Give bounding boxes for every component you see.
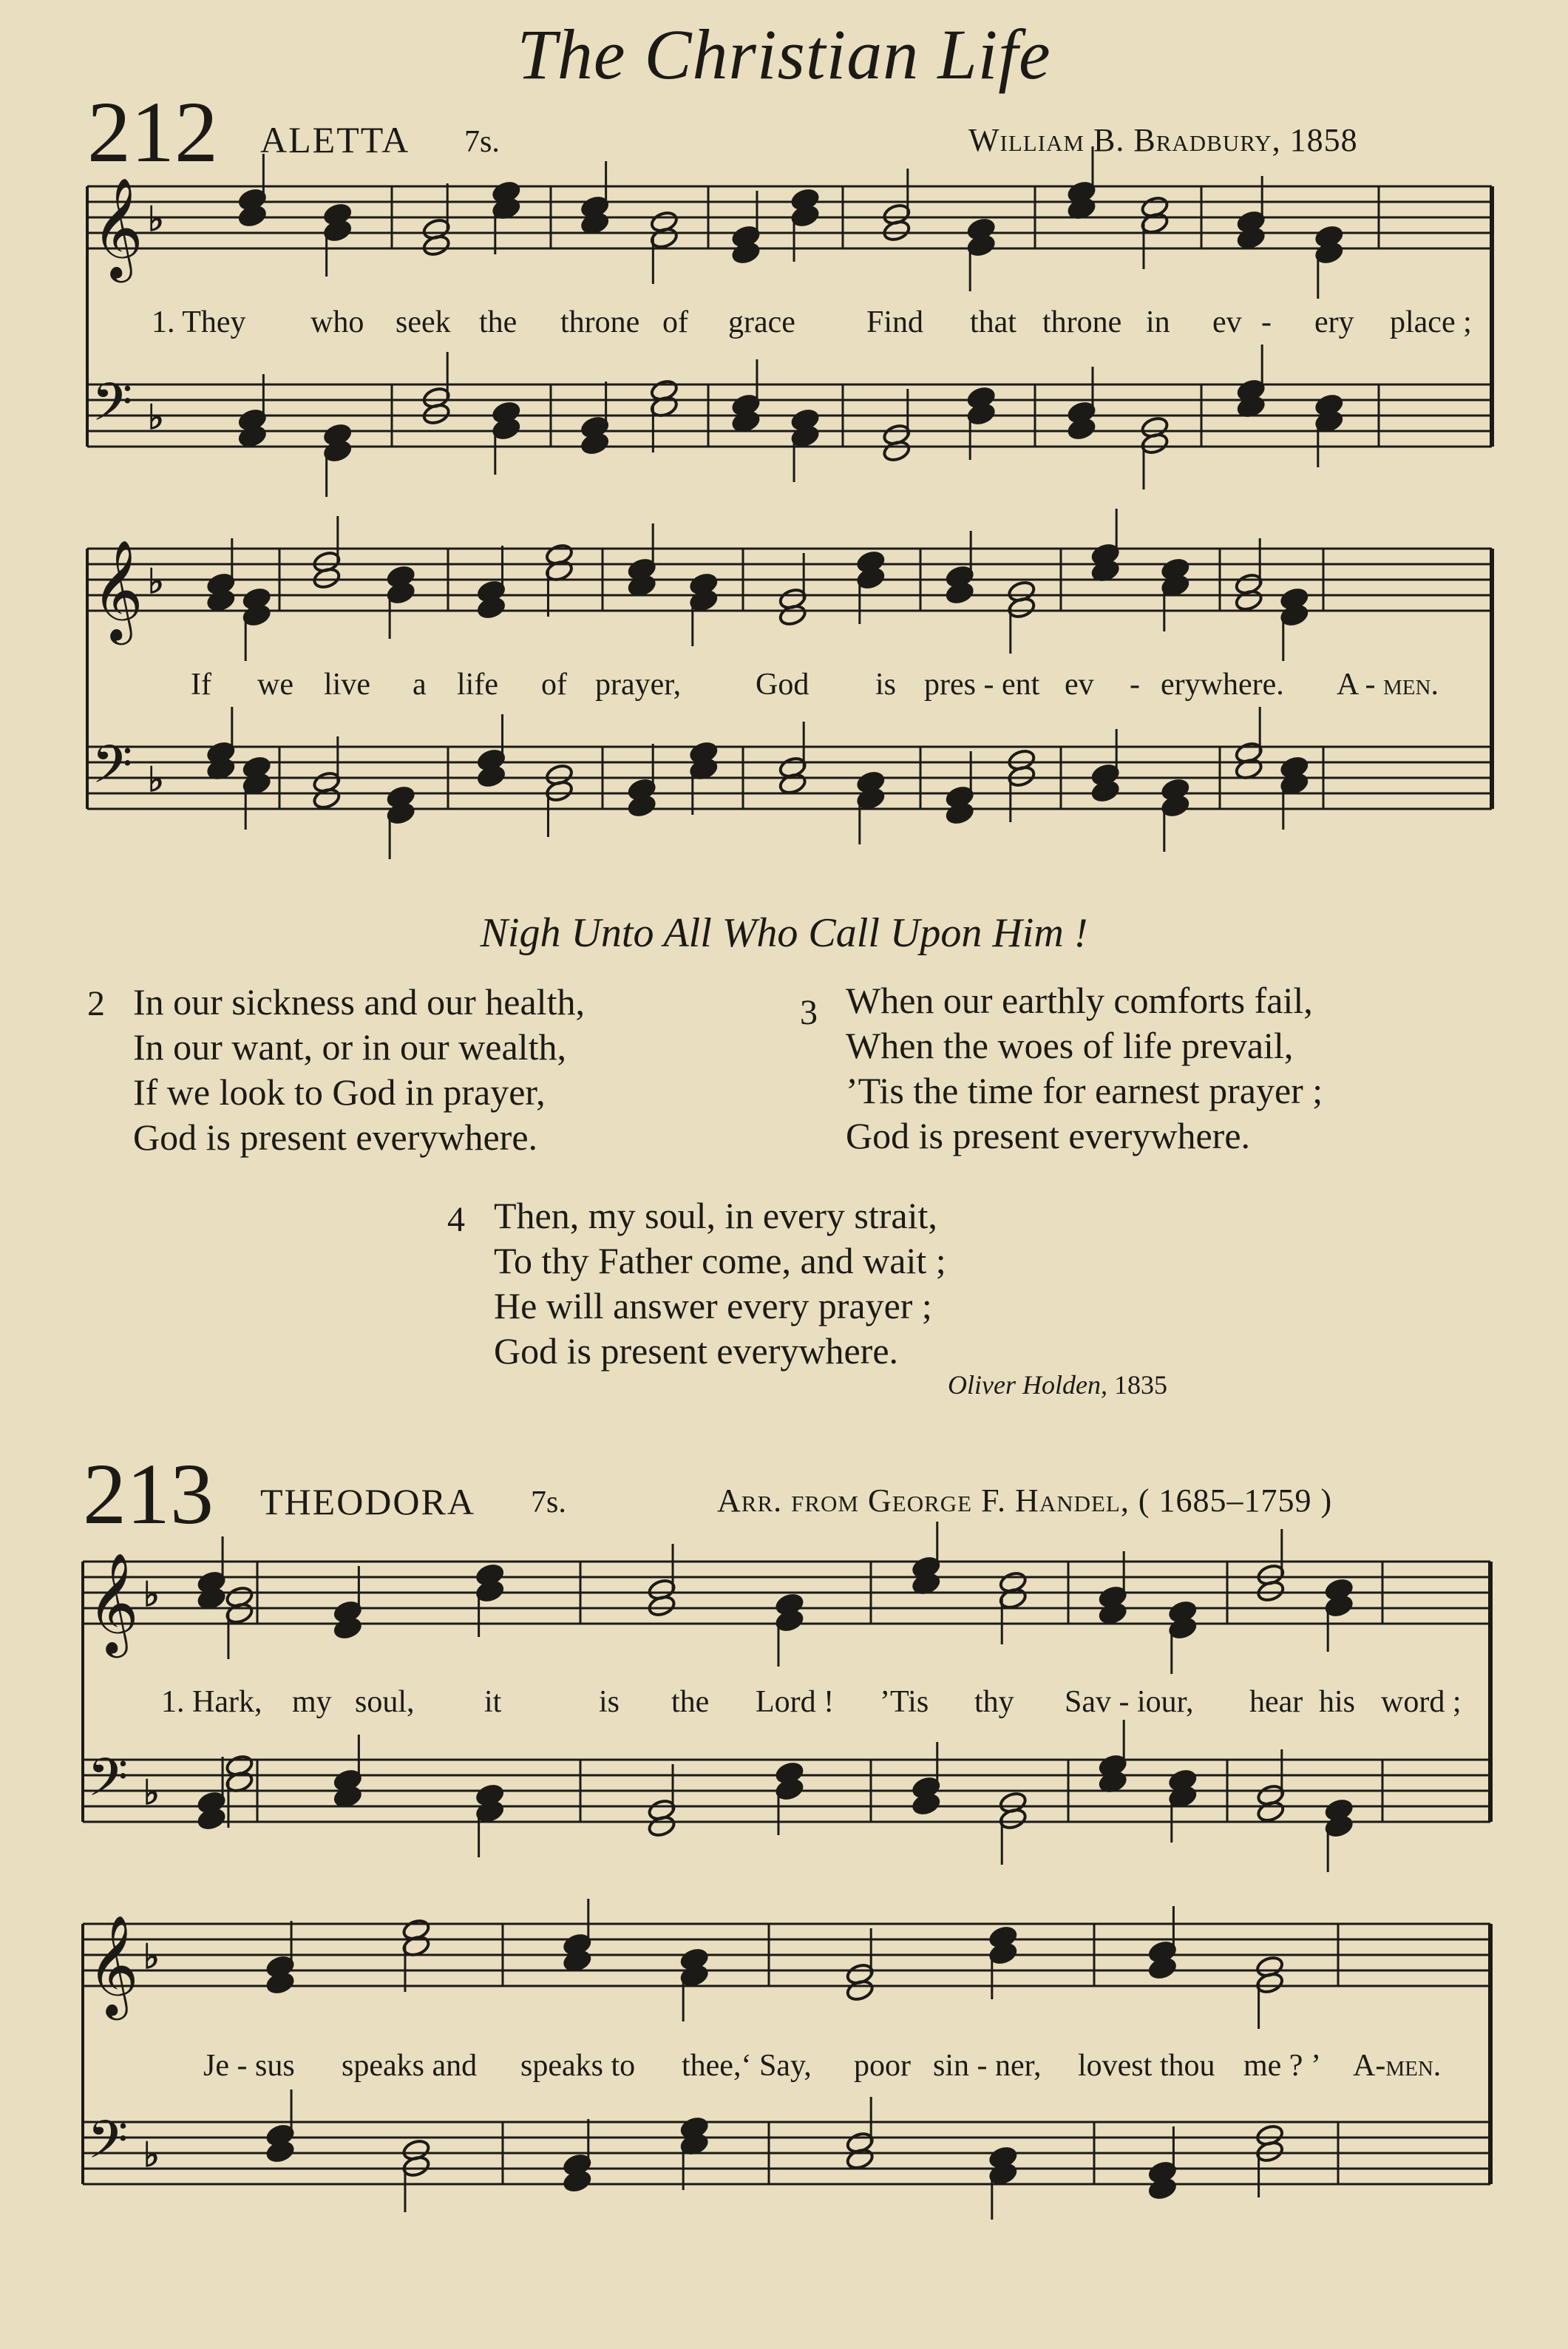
verse-3 — [846, 978, 1323, 1159]
lyric: is — [599, 1685, 620, 1719]
treble-clef-icon: 𝄞 — [87, 1551, 139, 1653]
hymn-213-meter: 7s. — [531, 1485, 566, 1519]
running-head: The Christian Life — [517, 15, 1051, 94]
lyric-amen: A-men. — [1353, 2049, 1442, 2083]
lyric: - — [1130, 668, 1140, 702]
attribution-year: 1835 — [1113, 1370, 1167, 1400]
verse-4 — [494, 1193, 946, 1374]
lyric: sin - ner, — [933, 2049, 1042, 2083]
lyric: the — [671, 1685, 710, 1719]
verse-line: Then, my soul, in every strait, — [494, 1195, 937, 1236]
hymn-213-composer: Arr. from George F. Handel, ( 1685–1759 ) — [717, 1482, 1333, 1519]
verse-line: If we look to God in prayer, — [133, 1071, 546, 1113]
lyric: live — [324, 668, 370, 702]
lyric: of — [662, 305, 688, 339]
attribution-author: Oliver Holden, — [948, 1370, 1107, 1400]
hymn-212-number: 212 — [87, 84, 218, 180]
verses-attribution — [948, 1369, 1167, 1400]
lyric: grace — [728, 305, 795, 339]
lyric: erywhere. — [1161, 668, 1284, 702]
lyric: - — [1261, 305, 1272, 339]
verse-line: To thy Father come, and wait ; — [494, 1240, 946, 1281]
lyric: in — [1146, 305, 1170, 339]
key-time-signature: ♭ — [148, 399, 164, 436]
lyric: If — [191, 668, 211, 702]
lyric: thy — [974, 1685, 1014, 1719]
key-time-signature: ♭ — [148, 563, 164, 600]
bass-clef-icon: 𝄢 — [87, 2109, 129, 2183]
lyric: place ; — [1390, 305, 1472, 339]
lyric: throne — [1042, 305, 1122, 339]
lyric: that — [970, 305, 1017, 339]
lyric: prayer, — [595, 668, 682, 702]
verse-number: 3 — [800, 993, 818, 1032]
key-time-signature: ♭ — [148, 761, 164, 799]
lyric: Find — [866, 305, 924, 339]
verse-line: God is present everywhere. — [133, 1116, 538, 1158]
lyric: ev — [1065, 668, 1094, 702]
key-time-signature: ♭ — [143, 1774, 160, 1811]
verse-line: In our want, or in our wealth, — [133, 1026, 566, 1068]
verse-line: He will answer every prayer ; — [494, 1285, 932, 1326]
lyric: his — [1319, 1685, 1356, 1719]
lyric: is — [875, 668, 897, 702]
lyric: ’Tis — [880, 1685, 929, 1719]
verse-line: In our sickness and our health, — [133, 981, 585, 1023]
lyric: life — [457, 668, 498, 702]
lyric: word ; — [1381, 1685, 1462, 1719]
lyric: 1. Hark, — [161, 1685, 262, 1719]
lyric: hear — [1249, 1685, 1303, 1719]
verse-line: ’Tis the time for earnest prayer ; — [846, 1070, 1323, 1111]
verse-line: God is present everywhere. — [846, 1115, 1251, 1156]
lyric: lovest thou — [1078, 2049, 1215, 2083]
lyric: me ? ’ — [1243, 2049, 1321, 2083]
lyric-amen: A - men. — [1337, 668, 1439, 702]
lyric: the — [479, 305, 517, 339]
lyric: my — [292, 1685, 332, 1719]
verse-line: When our earthly comforts fail, — [846, 980, 1313, 1021]
hymn-212-meter: 7s. — [464, 125, 500, 159]
lyric: a — [413, 668, 427, 702]
lyric: pres - ent — [924, 668, 1040, 702]
verse-line: God is present everywhere. — [494, 1330, 899, 1372]
hymn-213-number: 213 — [83, 1445, 214, 1542]
key-time-signature: ♭ — [143, 1576, 160, 1613]
key-time-signature: ♭ — [143, 2136, 160, 2174]
lyric: speaks and — [342, 2049, 478, 2083]
verse-number: 4 — [447, 1200, 465, 1239]
bass-clef-icon: 𝄢 — [92, 734, 133, 808]
lyric: it — [484, 1685, 502, 1719]
lyric: ev — [1212, 305, 1242, 339]
lyric: 1. They — [152, 305, 246, 339]
lyric: Sav - iour, — [1065, 1685, 1194, 1719]
verses-title: Nigh Unto All Who Call Upon Him ! — [480, 910, 1088, 956]
treble-clef-icon: 𝄞 — [92, 538, 143, 640]
lyric: speaks to — [520, 2049, 636, 2083]
key-time-signature: ♭ — [148, 200, 164, 238]
lyric: Je - sus — [203, 2049, 295, 2083]
verse-line: When the woes of life prevail, — [846, 1025, 1294, 1066]
key-time-signature: ♭ — [143, 1938, 160, 1976]
lyric: God — [756, 668, 810, 702]
bass-clef-icon: 𝄢 — [92, 372, 133, 446]
hymn-213-tune: THEODORA — [260, 1481, 475, 1522]
bass-clef-icon: 𝄢 — [87, 1747, 129, 1821]
lyric: we — [257, 668, 293, 702]
lyric: seek — [396, 305, 451, 339]
treble-clef-icon: 𝄞 — [87, 1914, 139, 2016]
hymn-212-composer: William B. Bradbury, 1858 — [968, 122, 1358, 158]
hymn-212-tune: ALETTA — [260, 119, 410, 160]
lyric: soul, — [355, 1685, 415, 1719]
lyric: poor — [854, 2049, 911, 2083]
treble-clef-icon: 𝄞 — [92, 176, 143, 278]
lyric: ery — [1314, 305, 1354, 339]
verse-2 — [133, 980, 585, 1160]
lyric: who — [310, 305, 364, 339]
verse-number: 2 — [87, 984, 105, 1023]
lyric: throne — [560, 305, 640, 339]
lyric: of — [541, 668, 567, 702]
lyric: Lord ! — [756, 1685, 835, 1719]
lyric: thee,‘ Say, — [682, 2049, 812, 2083]
